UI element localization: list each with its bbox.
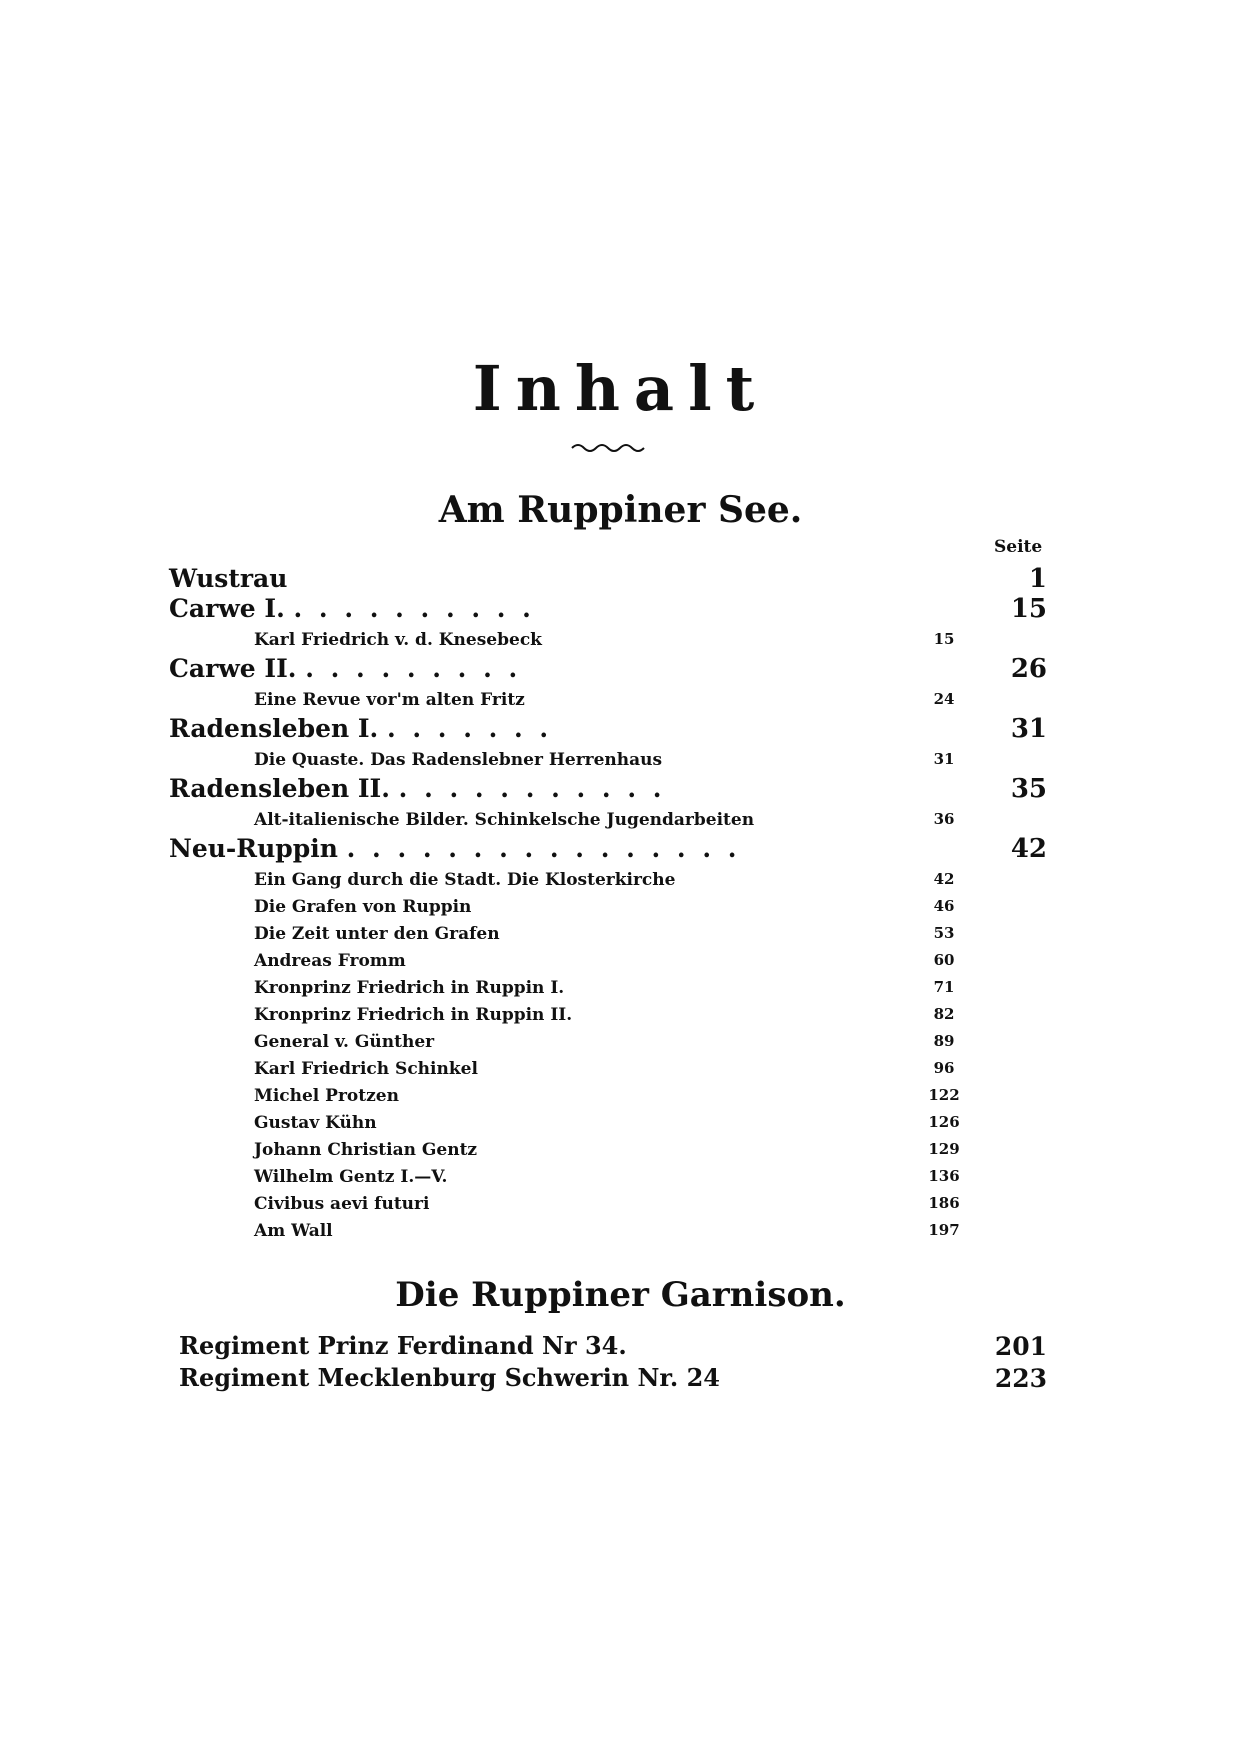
toc-subentry-kronprinz-1[interactable] (0, 980, 1241, 1010)
toc-subentry-label: Die Quaste. Das Radenslebner Herrenhaus (254, 750, 663, 770)
toc-subentry-page: 60 (933, 951, 955, 969)
page-title: Inhalt (472, 352, 769, 425)
dot-leader: . . . . . . . (386, 714, 553, 743)
toc-entry-label: Radensleben I. (169, 714, 379, 743)
toc-subentry-page: 197 (928, 1221, 960, 1239)
toc-subentry-gustav-kuehn[interactable] (0, 1115, 1241, 1145)
toc-subentry-page: 96 (933, 1059, 955, 1077)
toc-subentry-gang-durch-die-stadt[interactable] (0, 872, 1241, 902)
toc-entry-page: 201 (994, 1332, 1047, 1361)
toc-subentry-label: Wilhelm Gentz I.—V. (254, 1167, 448, 1187)
toc-subentry-grafen-von-ruppin[interactable] (0, 899, 1241, 929)
toc-entry-label: Radensleben II. (169, 774, 390, 803)
toc-subentry-label: Die Zeit unter den Grafen (254, 924, 500, 944)
dot-leader: . . . . . . . . . . . . . . . . (346, 834, 741, 863)
toc-entry-carwe-2[interactable] (0, 656, 1241, 686)
toc-subentry-johann-christian-gentz[interactable] (0, 1142, 1241, 1172)
toc-subentry-page: 24 (933, 690, 955, 708)
toc-subentry-label: Johann Christian Gentz (254, 1140, 478, 1160)
toc-subentry-page: 126 (928, 1113, 960, 1131)
toc-subentry-label: Kronprinz Friedrich in Ruppin I. (254, 978, 565, 998)
toc-subentry-andreas-fromm[interactable] (0, 953, 1241, 983)
toc-entry-radensleben-1[interactable] (0, 716, 1241, 746)
toc-entry-label: Regiment Mecklenburg Schwerin Nr. 24 (179, 1363, 720, 1392)
toc-subentry-label: Eine Revue vor'm alten Fritz (254, 690, 525, 710)
toc-entry-label: Wustrau (169, 564, 288, 593)
toc-entry-page: 31 (1010, 714, 1047, 744)
toc-subentry-page: 186 (928, 1194, 960, 1212)
toc-subentry-label: Andreas Fromm (254, 951, 406, 971)
toc-subentry-general-guenther[interactable] (0, 1034, 1241, 1064)
toc-subentry-michel-protzen[interactable] (0, 1088, 1241, 1118)
toc-subentry-page: 122 (928, 1086, 960, 1104)
toc-subentry-label: Kronprinz Friedrich in Ruppin II. (254, 1005, 573, 1025)
toc-entry-label: Regiment Prinz Ferdinand Nr 34. (179, 1331, 627, 1360)
toc-subentry-schinkel[interactable] (0, 1061, 1241, 1091)
toc-subentry-label: Ein Gang durch die Stadt. Die Klosterkirche (254, 870, 676, 890)
toc-entry-radensleben-2[interactable] (0, 776, 1241, 806)
toc-subentry-page: 46 (933, 897, 955, 915)
toc-subentry-label: Karl Friedrich v. d. Knesebeck (254, 630, 542, 650)
toc-subentry-page: 36 (933, 810, 955, 828)
toc-subentry-label: Die Grafen von Ruppin (254, 897, 472, 917)
toc-entry-label: Carwe II. (169, 654, 297, 683)
toc-entry-label: Carwe I. (169, 594, 285, 623)
toc-subentry-page: 129 (928, 1140, 960, 1158)
toc-subentry-label: Alt-italienische Bilder. Schinkelsche Jugendarbeiten (254, 810, 755, 830)
toc-subentry-page: 42 (933, 870, 955, 888)
toc-entry-page: 42 (1010, 834, 1047, 864)
toc-entry-page: 15 (1010, 594, 1047, 624)
toc-entry-label: Neu-Ruppin (169, 834, 338, 863)
decorative-squiggle (570, 440, 650, 454)
section-heading-am-ruppiner-see: Am Ruppiner See. (438, 489, 803, 531)
toc-entry-regiment-mecklenburg-schwerin[interactable] (0, 1363, 1241, 1396)
section-heading-ruppiner-garnison: Die Ruppiner Garnison. (395, 1275, 846, 1315)
toc-subentry-kronprinz-2[interactable] (0, 1007, 1241, 1037)
toc-subentry-page: 71 (933, 978, 955, 996)
toc-subentry-page: 31 (933, 750, 955, 768)
page-column-label: Seite (994, 537, 1043, 557)
toc-subentry-label: Am Wall (254, 1221, 333, 1241)
toc-entry-carwe-1[interactable] (0, 596, 1241, 626)
toc-entry-regiment-prinz-ferdinand[interactable] (0, 1331, 1241, 1364)
toc-subentry-civibus-aevi-futuri[interactable] (0, 1196, 1241, 1226)
dot-leader: . . . . . . . . . . . (398, 774, 666, 803)
toc-subentry-label: Karl Friedrich Schinkel (254, 1059, 478, 1079)
dot-leader: . . . . . . . . . (305, 654, 522, 683)
toc-entry-page: 26 (1010, 654, 1047, 684)
toc-subentry-am-wall[interactable] (0, 1223, 1241, 1253)
toc-subentry-wilhelm-gentz[interactable] (0, 1169, 1241, 1199)
toc-entry-wustrau[interactable] (0, 566, 1241, 596)
toc-subentry-page: 89 (933, 1032, 955, 1050)
toc-subentry-page: 53 (933, 924, 955, 942)
toc-entry-neu-ruppin[interactable] (0, 836, 1241, 866)
toc-subentry-label: General v. Günther (254, 1032, 435, 1052)
toc-entry-page: 35 (1010, 774, 1047, 804)
toc-entry-page: 223 (994, 1364, 1047, 1393)
toc-subentry-label: Michel Protzen (254, 1086, 399, 1106)
toc-subentry-label: Civibus aevi futuri (254, 1194, 430, 1214)
toc-subentry-zeit-unter-den-grafen[interactable] (0, 926, 1241, 956)
toc-subentry-page: 15 (933, 630, 955, 648)
toc-subentry-label: Gustav Kühn (254, 1113, 377, 1133)
dot-leader: . . . . . . . . . . (293, 594, 535, 623)
toc-subentry-page: 136 (928, 1167, 960, 1185)
toc-entry-page: 1 (1028, 564, 1047, 594)
toc-subentry-page: 82 (933, 1005, 955, 1023)
